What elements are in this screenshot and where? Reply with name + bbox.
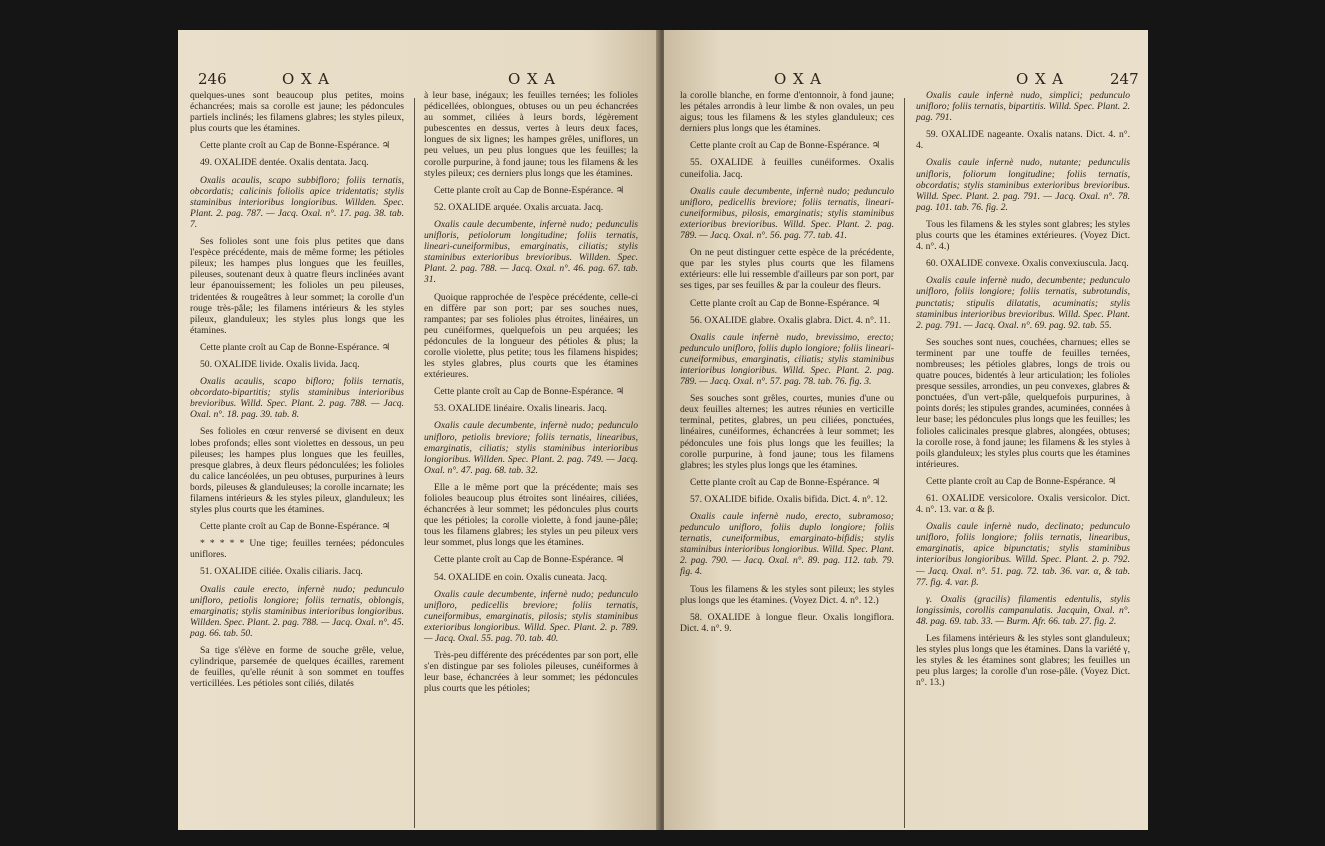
text-paragraph: Cette plante croît au Cap de Bonne-Espérance. ♃ (200, 140, 391, 152)
column-rule (414, 98, 415, 828)
text-paragraph: Oxalis caule infernè nudo, erecto, subramoso; pedunculo unifloro, foliis duplo longiore; foliis ternatis, cuneiformibus, emarginato-bifidis; stylis staminibus interioribus longioribus. Willd. Spec. Plant. 2. pag. 790. — Jacq. Oxal. n°. 89. pag. 112. tab. 79. fig. 4. (680, 511, 894, 578)
text-column (680, 90, 894, 640)
text-paragraph: Ses folioles en cœur renversé se divisent en deux lobes profonds; elles sont violettes en dessous, un peu pileuses; les hampes plus longues que les feuilles, presque glabres, à deux fleurs pédonculées; les folioles du calice lancéolées, un peu obtuses, purpurines à leurs bords, pileuses & glanduleuses; la corolle incarnate; les filamens intérieurs & les styles pileux, glanduleux; les styles plus courts que les étamines. (190, 426, 404, 516)
text-paragraph: Oxalis caule infernè nudo, nutante; pedunculis unifloris, foliorum longitudine; foliis ternatis, obcordatis; stylis staminibus exterioribus brevioribus. Willd. Spec. Plant. 2. pag. 791. — Jacq. Oxal. n°. 78. pag. 101. tab. 76. fig. 2. (916, 157, 1130, 213)
text-paragraph: 49. OXALIDE dentée. Oxalis dentata. Jacq. (200, 157, 369, 169)
text-paragraph: Oxalis caule erecto, infernè nudo; pedunculo unifloro, petiolis longiore; foliis ternatis, oblongis, emarginatis; stylis staminibus interioribus longioribus. Willden. Spec. Plant. 2. pag. 788. — Jacq. Oxal. n°. 45. pag. 66. tab. 50. (190, 583, 404, 639)
text-paragraph: Ses folioles sont une fois plus petites que dans l'espèce précédente, mais de même forme; les pétioles pileux; les hampes plus longues que les feuilles, pileuses, soutenant deux à quatre fleurs inclinées avant leur épanouissement; les folioles un peu pileuses, tridentées & rougeâtres à leur sommet; la corolle d'un rouge très-pâle; les filamens intérieurs & les styles pileux, glanduleux; les styles plus longs que les étamines. (190, 236, 404, 336)
running-header: OXA (282, 70, 337, 88)
text-paragraph: Cette plante croît au Cap de Bonne-Espérance. ♃ (434, 184, 625, 196)
text-paragraph: Oxalis acaulis, scapo bifloro; foliis ternatis, obcordato-bipartitis; stylis staminibus interioribus brevioribus. Willd. Spec. Plant. 2. pag. 788. — Jacq. Oxal. n°. 18. pag. 39. tab. 8. (190, 376, 404, 421)
text-paragraph: Cette plante croît au Cap de Bonne-Espérance. ♃ (200, 341, 391, 353)
text-paragraph: Ses souches sont grêles, courtes, munies d'une ou deux feuilles alternes; les autres réunies en verticille terminal, petites, glabres, un peu ciliées, ponctuées, linéaires, cunéiformes, échancrées à leur sommet; les pédoncules une fois plus longs que les feuilles; la corolle purpurine, à fond jaune; tous les filamens glabres; les styles plus longs que les étamines. (680, 393, 894, 471)
text-paragraph: 51. OXALIDE ciliée. Oxalis ciliaris. Jacq. (200, 566, 363, 578)
text-paragraph: Ses souches sont nues, couchées, charnues; elles se terminent par une touffe de feuilles ternées, nombreuses; les pétioles glabres, longs de trois ou quatre pouces, bidentés à leur articulation; les folioles presque sessiles, arrondies, un peu convexes, glabres & ponctuées, d'un vert-pâle, quelquefois purpurines, à points dorés; les stipules grandes, acuminées, connées à leur base; les pédoncules plus longs que les feuilles; les folioles calicinales presque glabres, alongées, obtuses; la corolle rose, à fond jaune; les filamens & les styles à poils glanduleux; les styles plus courts que les étamines intérieures. (916, 336, 1130, 470)
text-paragraph: Cette plante croît au Cap de Bonne-Espérance. ♃ (434, 554, 625, 566)
text-paragraph: Oxalis caule decumbente, infernè nudo; pedunculo unifloro, pedicellis breviore; foliis ternatis, lineari-cuneiformibus, pilosis, emarginatis; stylis staminibus exterioribus brevioribus. Willd. Spec. Plant. 2. pag. 789. — Jacq. Oxal. n°. 56. pag. 77. tab. 41. (680, 185, 894, 242)
text-paragraph: 54. OXALIDE en coin. Oxalis cuneata. Jacq. (434, 571, 608, 583)
text-paragraph: Cette plante croît au Cap de Bonne-Espérance. ♃ (690, 297, 881, 309)
text-paragraph: Très-peu différente des précédentes par son port, elle s'en distingue par ses folioles pileuses, cunéiformes à leur base, échancrées à leur sommet; les pédoncules plus courts que les pétioles; (424, 650, 638, 695)
text-paragraph: Elle a le même port que la précédente; mais ses folioles beaucoup plus étroites sont linéaires, ciliées, échancrées à leur sommet; les pédoncules plus courts que les pétioles; la corolle violette, à fond jaune-pâle; tous les filamens glabres; les styles un peu pileux vers leur sommet, plus longs que les étamines. (424, 481, 638, 549)
text-paragraph: 50. OXALIDE livide. Oxalis livida. Jacq. (200, 358, 360, 370)
text-paragraph: Oxalis caule infernè nudo, decumbente; pedunculo unifloro, foliis longiore; foliis ternatis, subrotundis, punctatis; stipulis dilatatis, acuminatis; stylis staminibus interioribus brevioribus. Willd. Spec. Plant. 2. pag. 791. — Jacq. Oxal. n°. 69. pag. 92. tab. 55. (916, 275, 1130, 331)
text-paragraph: 55. OXALIDE à feuilles cunéiformes. Oxalis cuneifolia. Jacq. (680, 157, 894, 180)
text-column (190, 90, 404, 695)
text-paragraph: Oxalis caule infernè nudo, declinato; pedunculo unifloro, foliis longiore; foliis ternatis, linearibus, emarginatis, apice bipunctatis; stylis staminibus interioribus longioribus. Willd. Spec. Plant. 2. p. 792. — Jacq. Oxal. n°. 51. pag. 72. tab. 36. var. α, & tab. 77. fig. 4. var. β. (916, 521, 1130, 588)
text-paragraph: 53. OXALIDE linéaire. Oxalis linearis. Jacq. (434, 403, 607, 415)
text-paragraph: quelques-unes sont beaucoup plus petites, moins échancrées; mais sa corolle est jaune; les pédoncules partiels inclinés; les filamens glabres; les styles pileux, plus courts que les étamines. (190, 90, 404, 135)
text-paragraph: Tous les filamens & les styles sont glabres; les styles plus courts que les étamines extérieures. (Voyez Dict. 4. n°. 4.) (916, 218, 1130, 253)
text-paragraph: 52. OXALIDE arquée. Oxalis arcuata. Jacq. (434, 201, 604, 213)
text-paragraph: la corolle blanche, en forme d'entonnoir, à fond jaune; les pétales arrondis à leur limbe & non ovales, un peu aigus; tous les filamens & les styles glanduleux; ces derniers plus longs que les étamines. (680, 90, 894, 135)
running-header: OXA (774, 70, 829, 88)
text-paragraph: Cette plante croît au Cap de Bonne-Espérance. ♃ (690, 476, 881, 488)
text-paragraph: Les filamens intérieurs & les styles sont glanduleux; les styles plus longs que les étamines. Dans la variété γ, les styles & les étamines sont glabres; les feuilles un peu plus larges; la corolle d'un rose-pâle. (Voyez Dict. n°. 13.) (916, 633, 1130, 689)
text-paragraph: 61. OXALIDE versicolore. Oxalis versicolor. Dict. 4. n°. 13. var. α & β. (916, 493, 1130, 516)
text-paragraph: γ. Oxalis (gracilis) filamentis edentulis, stylis longissimis, corollis campanulatis. Jacquin, Oxal. n°. 48. pag. 69. tab. 33. — Burm. Afr. 66. tab. 27. fig. 2. (916, 593, 1130, 627)
text-paragraph: 58. OXALIDE à longue fleur. Oxalis longiflora. Dict. 4. n°. 9. (680, 611, 894, 634)
running-header: OXA (508, 70, 563, 88)
text-paragraph: Cette plante croît au Cap de Bonne-Espérance. ♃ (690, 140, 881, 152)
text-paragraph: Oxalis caule infernè nudo, simplici; pedunculo unifloro; foliis ternatis, bipartitis. Willd. Spec. Plant. 2. pag. 791. (916, 90, 1130, 124)
text-paragraph: Oxalis acaulis, scapo subbifloro; foliis ternatis, obcordatis; calicinis foliolis apice tridentatis; stylis staminibus interioribus longioribus. Willden. Spec. Plant. 2. pag. 787. — Jacq. Oxal. n°. 17. pag. 38. tab. 7. (190, 174, 404, 230)
running-header: OXA (1016, 70, 1071, 88)
text-paragraph: On ne peut distinguer cette espèce de la précédente, que par les styles plus courts que les filamens extérieurs: elle lui ressemble d'ailleurs par son port, par ses tiges, par ses feuilles & par la couleur des fleurs. (680, 247, 894, 292)
text-paragraph: Sa tige s'élève en forme de souche grêle, velue, cylindrique, parsemée de quelques écailles, rarement de feuilles, qu'elle réunit à son sommet en touffes verticillées. Les pétioles sont ciliés, dilatés (190, 645, 404, 690)
page-number: 246 (198, 70, 227, 88)
text-paragraph: à leur base, inégaux; les feuilles ternées; les folioles pédicellées, oblongues, obtuses ou un peu échancrées au sommet, ciliées à leurs bords, légèrement pubescentes en dessus, vertes à leurs deux faces, longues de six lignes; les hampes grêles, uniflores, un peu velues, un peu plus longues que les feuilles; la corolle purpurine, à fond jaune; tous les filamens & les styles pileux; ces derniers plus longs que les étamines. (424, 90, 638, 179)
text-paragraph: * * * * * Une tige; feuilles ternées; pédoncules uniflores. (190, 538, 404, 561)
page-number: 247 (1110, 70, 1139, 88)
text-paragraph: Oxalis caule decumbente, infernè nudo; pedunculo unifloro, petiolis breviore; foliis ternatis, linearibus, emarginatis, ciliatis; stylis staminibus interioribus longioribus. Willden. Spec. Plant. 2. pag. 749. — Jacq. Oxal. n°. 47. pag. 68. tab. 32. (424, 420, 638, 476)
text-paragraph: Tous les filamens & les styles sont pileux; les styles plus longs que les étamines. (Voyez Dict. 4. n°. 12.) (680, 583, 894, 606)
column-rule (904, 98, 905, 828)
text-paragraph: Cette plante croît au Cap de Bonne-Espérance. ♃ (200, 521, 391, 533)
text-paragraph: 60. OXALIDE convexe. Oxalis convexiuscula. Jacq. (926, 258, 1129, 270)
text-paragraph: Oxalis caule decumbente, infernè nudo; pedunculo unifloro, pedicellis breviore; foliis ternatis, cuneiformibus, emarginatis, pilosis; stylis staminibus exterioribus longioribus. Willd. Spec. Plant. 2. p. 789. — Jacq. Oxal. 55. pag. 70. tab. 40. (424, 588, 638, 645)
text-paragraph: Cette plante croît au Cap de Bonne-Espérance. ♃ (434, 386, 625, 398)
text-paragraph: 56. OXALIDE glabre. Oxalis glabra. Dict. 4. n°. 11. (690, 314, 891, 326)
text-paragraph: Quoique rapprochée de l'espèce précédente, celle-ci en diffère par son port; par ses souches nues, rampantes; par ses folioles plus étroites, linéaires, un peu cunéiformes, quelquefois un peu arquées; les pédoncules de la longueur des pétioles & plus; la corolle violette, plus petite; tous les filamens hispides; les styles glabres, plus courts que les étamines extérieures. (424, 291, 638, 381)
text-column (916, 90, 1130, 695)
text-paragraph: Cette plante croît au Cap de Bonne-Espérance. ♃ (926, 475, 1117, 487)
text-paragraph: Oxalis caule decumbente, infernè nudo; pedunculis unifloris, petiolorum longitudine; foliis ternatis, lineari-cuneiformibus, emarginatis, ciliatis; stylis staminibus exterioribus brevioribus. Willden. Spec. Plant. 2. pag. 788. — Jacq. Oxal. n°. 46. pag. 67. tab. 31. (424, 218, 638, 286)
right-page (664, 30, 1148, 830)
text-paragraph: Oxalis caule infernè nudo, brevissimo, erecto; pedunculo unifloro, foliis duplo longiore; foliis lineari-cuneiformibus, emarginatis, ciliatis; stylis staminibus interioribus longioribus. Willd. Spec. Plant. 2. pag. 789. — Jacq. Oxal. n°. 57. pag. 78. tab. 76. fig. 3. (680, 331, 894, 388)
text-paragraph: 57. OXALIDE bifide. Oxalis bifida. Dict. 4. n°. 12. (690, 493, 888, 505)
text-paragraph: 59. OXALIDE nageante. Oxalis natans. Dict. 4. n°. 4. (916, 129, 1130, 152)
left-page (178, 30, 660, 830)
text-column (424, 90, 638, 701)
